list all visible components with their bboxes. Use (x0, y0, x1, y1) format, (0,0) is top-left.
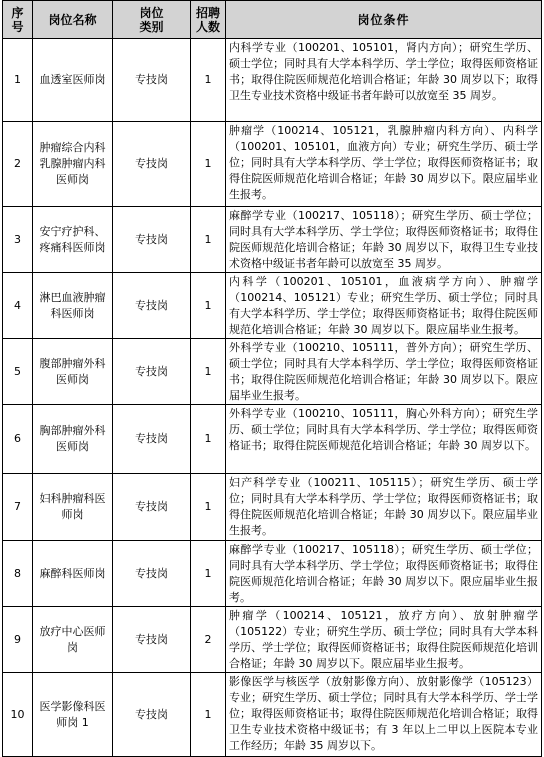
hiring-count: 1 (191, 339, 226, 405)
position-type: 专技岗 (113, 39, 191, 122)
table-row (3, 673, 542, 757)
table-row (3, 207, 542, 273)
position-name: 腹部肿瘤外科医师岗 (33, 339, 113, 405)
row-number: 7 (3, 474, 33, 541)
hiring-count: 1 (191, 405, 226, 474)
table-row (3, 273, 542, 339)
row-number: 8 (3, 541, 33, 607)
table-row (3, 122, 542, 207)
position-conditions: 外科学专业（100210、105111，普外方向）；研究生学历、硕士学位；同时具有大学本科学历、学士学位；取得医师资格证书；取得住院医师规范化培训合格证；年龄 30 周岁以下。限应届毕业生报考。 (226, 339, 542, 405)
position-type: 专技岗 (113, 339, 191, 405)
table-row (3, 405, 542, 474)
position-conditions: 影像医学与核医学（放射影像方向）、放射影像学（105123）专业；研究生学历、硕士学位；同时具有大学本科学历、学士学位；取得医师资格证书；取得住院医师规范化培训合格证；取得卫生专业技术资格中级证书；有 3 年以上二甲以上医院本专业工作经历；年龄 35 周岁以下。 (226, 673, 542, 757)
hiring-count: 1 (191, 273, 226, 339)
row-number: 3 (3, 207, 33, 273)
table-row (3, 474, 542, 541)
hiring-count: 1 (191, 541, 226, 607)
hiring-count: 1 (191, 474, 226, 541)
position-type: 专技岗 (113, 673, 191, 757)
row-number: 9 (3, 607, 33, 673)
row-number: 1 (3, 39, 33, 122)
hiring-count: 1 (191, 207, 226, 273)
row-number: 2 (3, 122, 33, 207)
table-row (3, 339, 542, 405)
position-conditions: 妇产科学专业（100211、105115）；研究生学历、硕士学位；同时具有大学本科学历、学士学位；取得医师资格证书；取得住院医师规范化培训合格证；年龄 30 周岁以下。限应届毕业生报考。 (226, 474, 542, 541)
position-type: 专技岗 (113, 405, 191, 474)
position-name: 麻醉科医师岗 (33, 541, 113, 607)
position-name: 淋巴血液肿瘤科医师岗 (33, 273, 113, 339)
header-count: 招聘人数 (191, 1, 226, 39)
table-row (3, 607, 542, 673)
row-number: 6 (3, 405, 33, 474)
table-row (3, 541, 542, 607)
hiring-count: 1 (191, 122, 226, 207)
position-conditions: 外科学专业（100210、105111，胸心外科方向）；研究生学历、硕士学位；同时具有大学本科学历、学士学位；取得医师资格证书；取得住院医师规范化培训合格证；年龄 30 周岁以下。 (226, 405, 542, 474)
position-name: 血透室医师岗 (33, 39, 113, 122)
position-conditions: 麻醉学专业（100217、105118）；研究生学历、硕士学位；同时具有大学本科学历、学士学位；取得医师资格证书；取得住院医师规范化培训合格证；年龄 30 周岁以下，取得卫生专业技术资格中级证书者年龄可以放宽至 35 周岁。 (226, 207, 542, 273)
table-header-row (3, 1, 542, 39)
header-type: 岗位类别 (113, 1, 191, 39)
row-number: 4 (3, 273, 33, 339)
position-conditions: 肿瘤学（100214、105121，放疗方向）、放射肿瘤学（105122）专业；研究生学历、硕士学位；同时具有大学本科学历、学士学位；取得医师资格证书；取得住院医师规范化培训合格证；年龄 30 周岁以下。限应届毕业生报考。 (226, 607, 542, 673)
header-num: 序号 (3, 1, 33, 39)
position-type: 专技岗 (113, 474, 191, 541)
position-type: 专技岗 (113, 122, 191, 207)
position-name: 医学影像科医师岗 1 (33, 673, 113, 757)
position-name: 放疗中心医师岗 (33, 607, 113, 673)
job-requirements-table (2, 0, 541, 757)
position-name: 胸部肿瘤外科医师岗 (33, 405, 113, 474)
positions-table (2, 0, 542, 757)
position-type: 专技岗 (113, 273, 191, 339)
position-conditions: 麻醉学专业（100217、105118）；研究生学历、硕士学位；同时具有大学本科学历、学士学位；取得医师资格证书；取得住院医师规范化培训合格证；年龄 30 周岁以下。限应届毕业生报考。 (226, 541, 542, 607)
position-conditions: 内科学专业（100201、105101，肾内方向）；研究生学历、硕士学位；同时具有大学本科学历、学士学位；取得医师资格证书；取得住院医师规范化培训合格证；年龄 30 周岁以下；取得卫生专业技术资格中级证书者年龄可以放宽至 35 周岁。 (226, 39, 542, 122)
position-type: 专技岗 (113, 541, 191, 607)
row-number: 10 (3, 673, 33, 757)
position-type: 专技岗 (113, 207, 191, 273)
hiring-count: 1 (191, 673, 226, 757)
position-name: 安宁疗护科、疼痛科医师岗 (33, 207, 113, 273)
position-conditions: 肿瘤学（100214、105121，乳腺肿瘤内科方向）、内科学（100201、105101，血液方向）专业；研究生学历、硕士学位；同时具有大学本科学历、学士学位；取得医师资格证书；取得住院医师规范化培训合格证；年龄 30 周岁以下。限应届毕业生报考。 (226, 122, 542, 207)
position-name: 肿瘤综合内科乳腺肿瘤内科医师岗 (33, 122, 113, 207)
header-conditions: 岗位条件 (226, 1, 542, 39)
hiring-count: 1 (191, 39, 226, 122)
position-conditions: 内科学（100201、105101，血液病学方向）、肿瘤学（100214、105121）专业；研究生学历、硕士学位；同时具有大学本科学历、学士学位；取得医师资格证书；取得住院医师规范化培训合格证；年龄 30 周岁以下。限应届毕业生报考。 (226, 273, 542, 339)
row-number: 5 (3, 339, 33, 405)
position-type: 专技岗 (113, 607, 191, 673)
hiring-count: 2 (191, 607, 226, 673)
position-name: 妇科肿瘤科医师岗 (33, 474, 113, 541)
header-name: 岗位名称 (33, 1, 113, 39)
table-row (3, 39, 542, 122)
